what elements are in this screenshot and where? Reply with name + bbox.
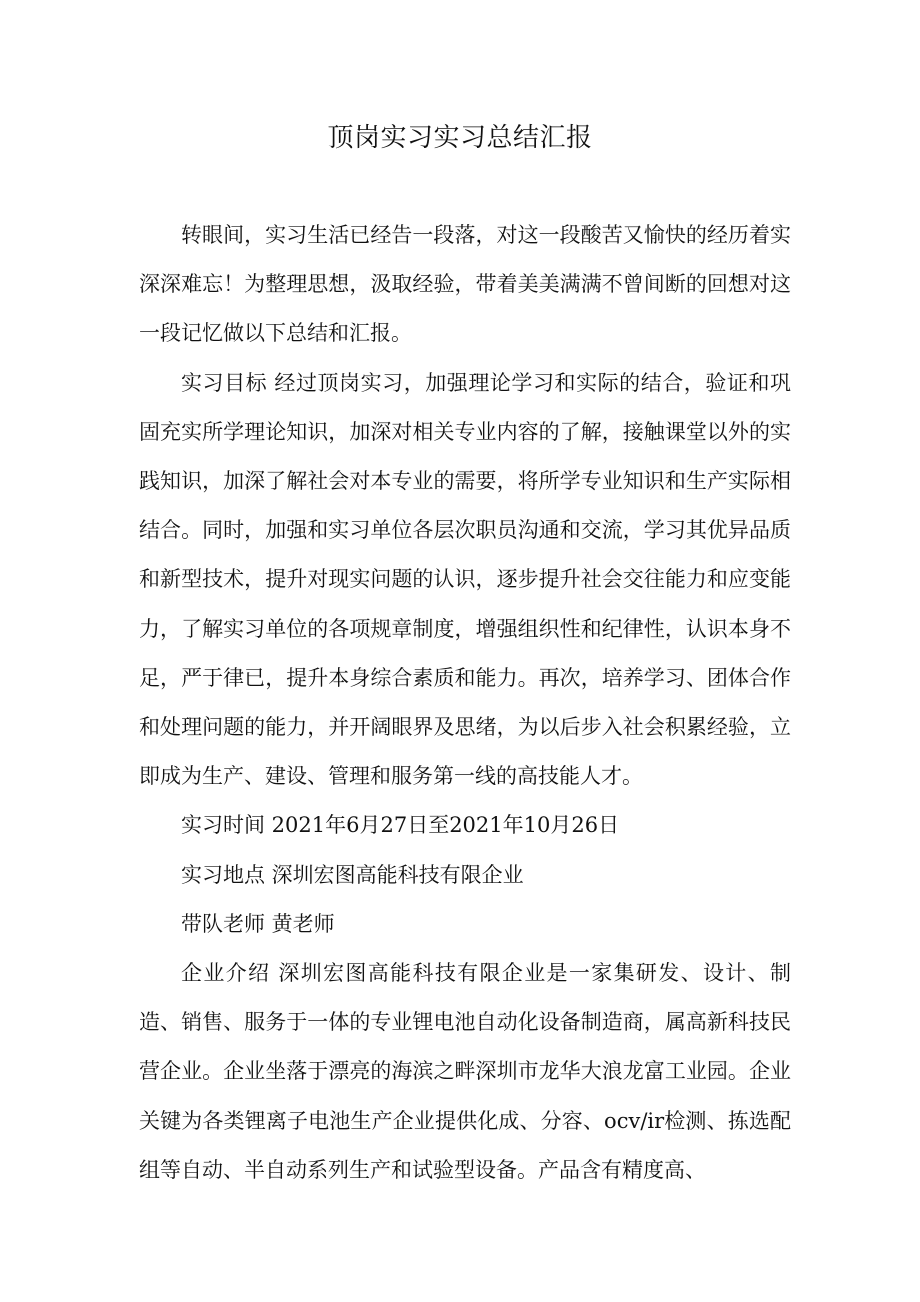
paragraph-internship-location: 实习地点 深圳宏图高能科技有限企业 [181, 862, 524, 887]
paragraph-intro: 转眼间，实习生活已经告一段落，对这一段酸苦又愉快的经历着实深深难忘！为整理思想，汲取经验，带着美美满满不曾间断的回想对这一段记忆做以下总结和汇报。 [139, 223, 791, 346]
paragraph-supervising-teacher: 带队老师 黄老师 [181, 911, 335, 936]
paragraph-internship-time: 实习时间 2021年6月27日至2021年10月26日 [181, 813, 620, 838]
document-title: 顶岗实习实习总结汇报 [327, 123, 593, 153]
paragraph-internship-goal: 实习目标 经过顶岗实习，加强理论学习和实际的结合，验证和巩固充实所学理论知识，加深对相关专业内容的了解，接触课堂以外的实践知识，加深了解社会对本专业的需要，将所学专业知识和生产实际相结合。同时，加强和实习单位各层次职员沟通和交流，学习其优异品质和新型技术，提升对现实问题的认识，逐步提升社会交往能力和应变能力，了解实习单位的各项规章制度，增强组织性和纪律性，认识本身不足，严于律已，提升本身综合素质和能力。再次，培养学习、团体合作和处理问题的能力，并开阔眼界及思绪，为以后步入社会积累经验，立即成为生产、建设、管理和服务第一线的高技能人才。 [139, 370, 791, 789]
document-body [139, 211, 791, 1195]
paragraph-company-intro: 企业介绍 深圳宏图高能科技有限企业是一家集研发、设计、制造、销售、服务于一体的专业锂电池自动化设备制造商，属高新科技民营企业。企业坐落于漂亮的海滨之畔深圳市龙华大浪龙富工业园。企业关键为各类锂离子电池生产企业提供化成、分容、ocv/ir检测、拣选配组等自动、半自动系列生产和试验型设备。产品含有精度高、 [139, 961, 791, 1182]
